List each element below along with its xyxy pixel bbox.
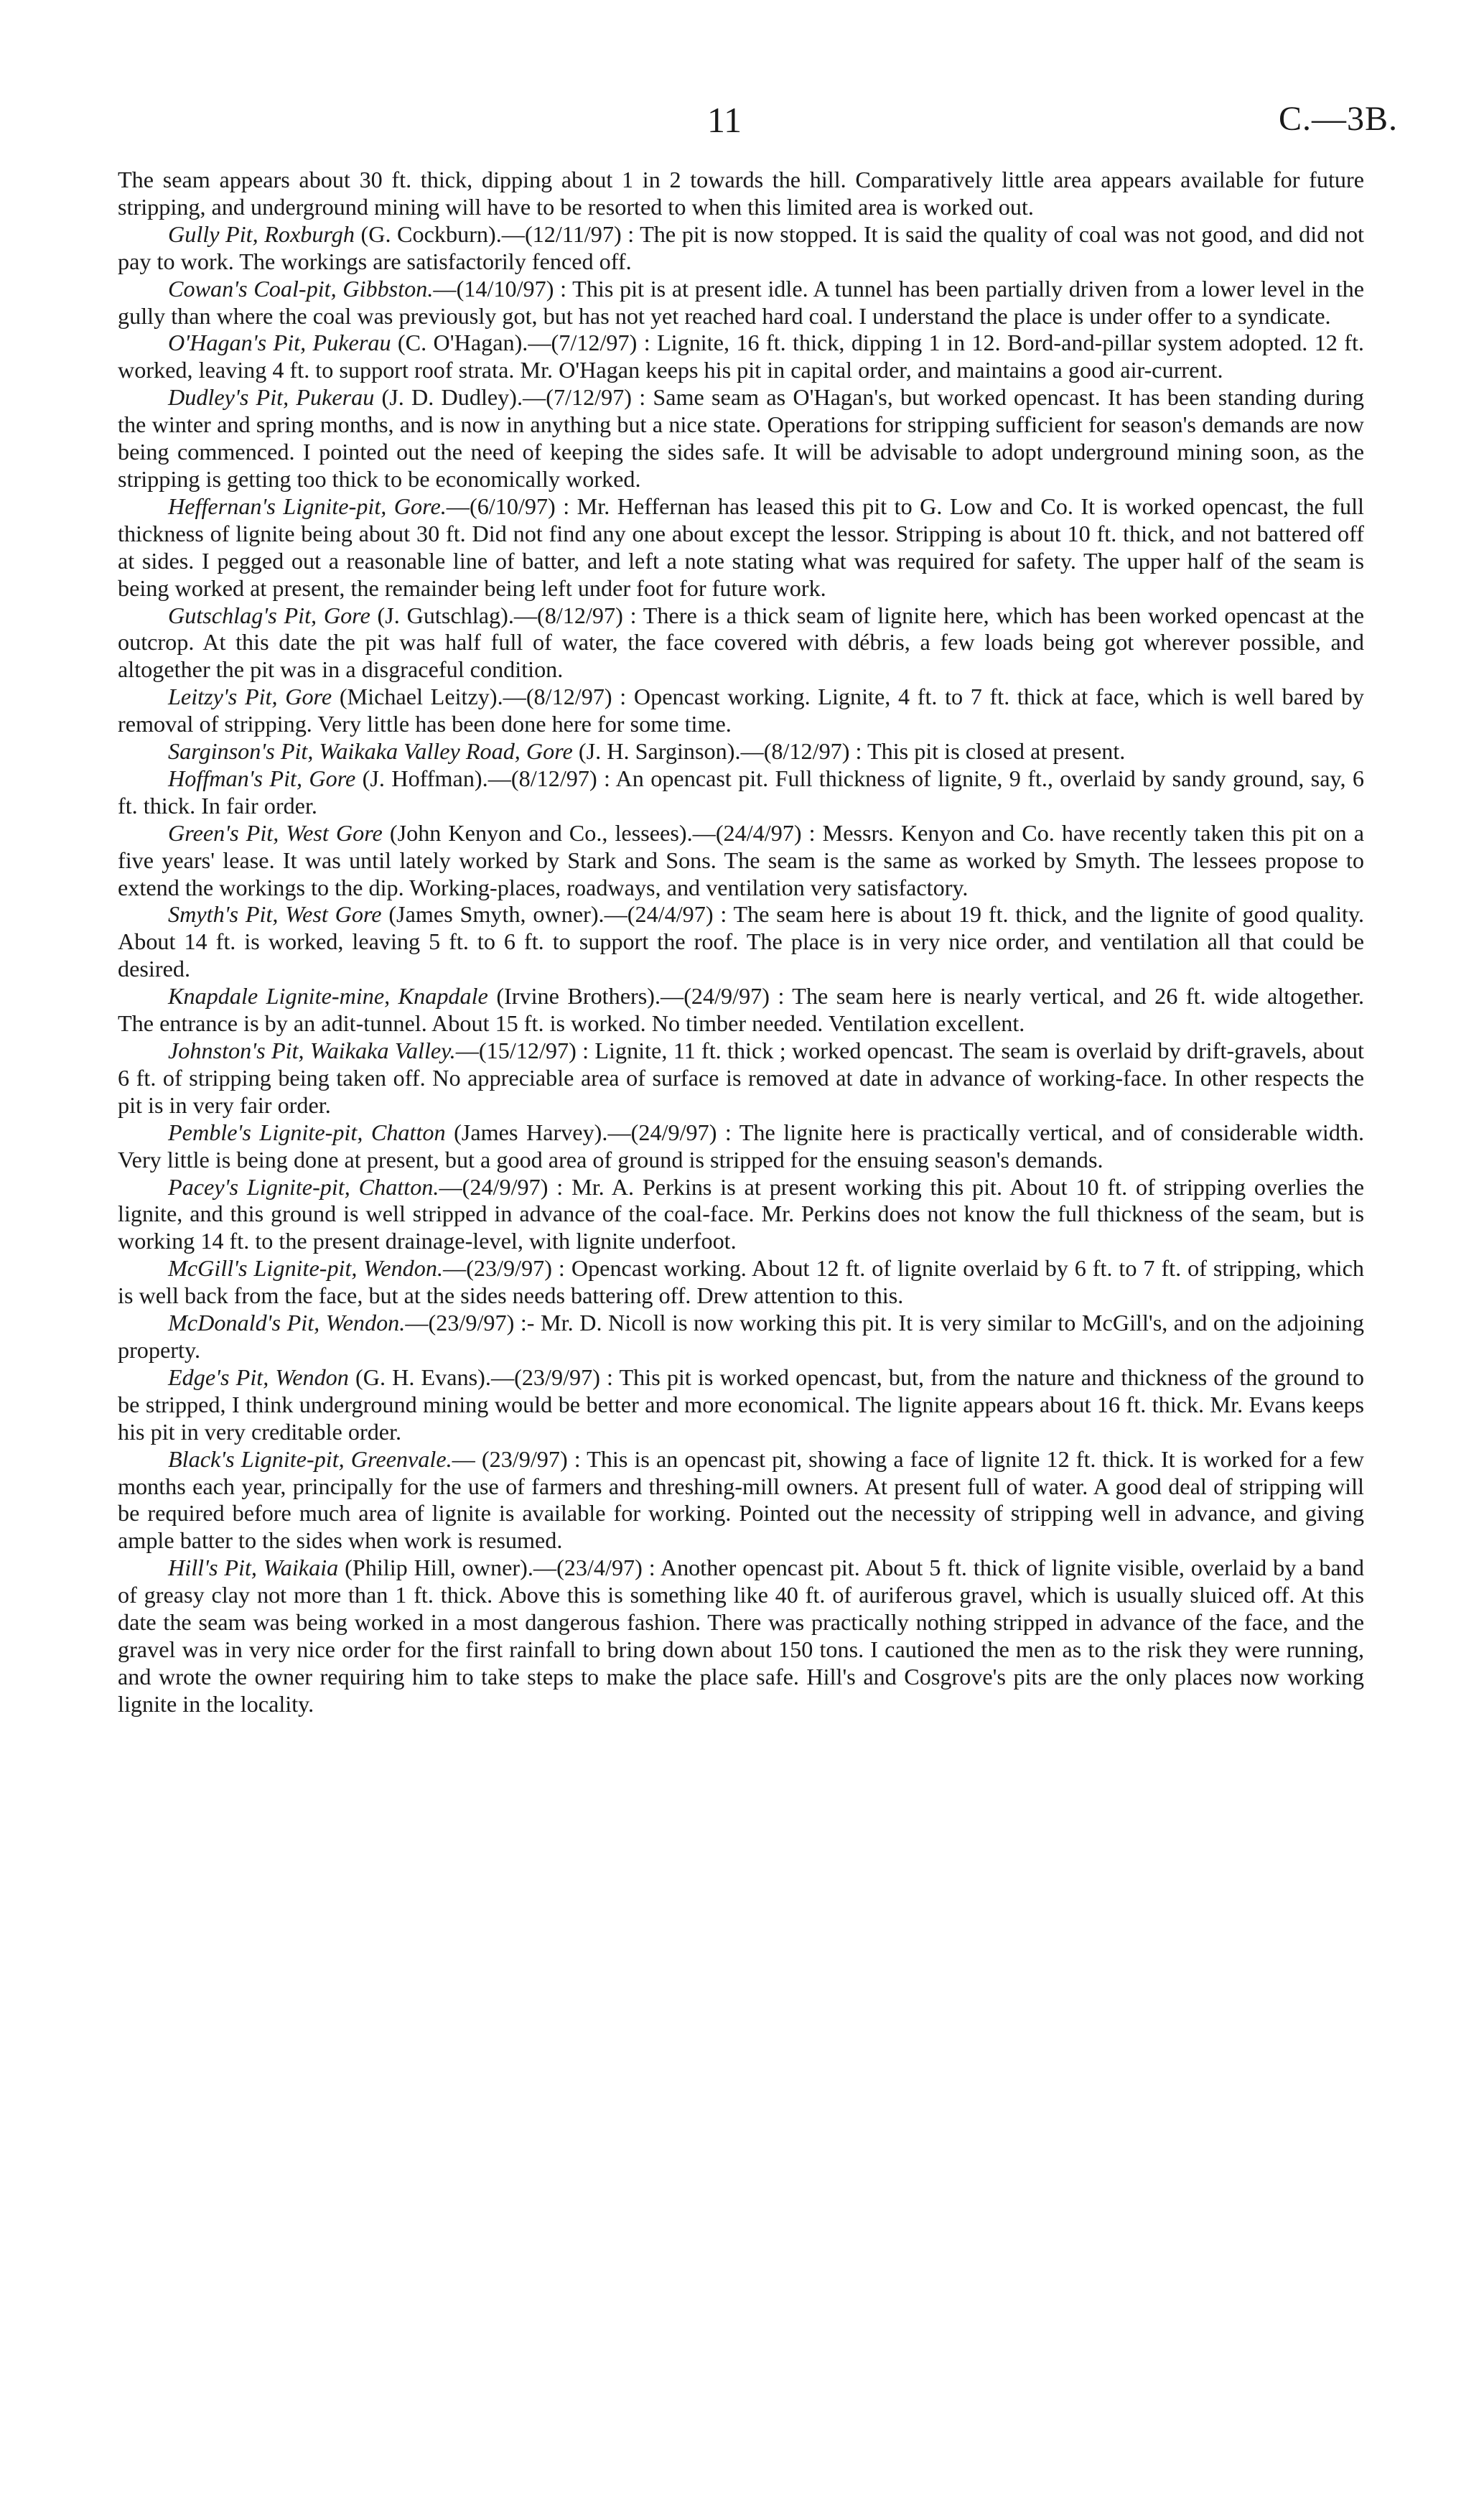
pit-owner: (Irvine Brothers) bbox=[487, 983, 655, 1010]
pit-entry bbox=[118, 330, 1364, 384]
pit-report-text: .—(24/9/97) : The seam here is nearly vertical, and 26 ft. wide altogether. The entrance is by an adit-tunnel. About 15 ft. is worked. No timber needed. Ventilation excellent. bbox=[118, 983, 1365, 1037]
pit-title: Green's Pit, West Gore bbox=[168, 819, 383, 846]
pit-title: Pemble's Lignite-pit, Chatton bbox=[168, 1119, 446, 1145]
pit-owner: (Michael Leitzy) bbox=[332, 684, 498, 710]
pit-entry bbox=[118, 384, 1364, 493]
pit-entry bbox=[118, 901, 1364, 983]
pit-report-text: .—(24/4/97) : The seam here is about 19 ft. thick, and the lignite of good quality. About 14 ft. is worked, leaving 5 ft. to 6 ft. to support the roof. The place is in very nice order, and ventilation all that could be desired. bbox=[118, 901, 1364, 982]
pit-owner: (J. H. Sarginson) bbox=[572, 738, 735, 765]
pit-entry bbox=[118, 738, 1364, 765]
pit-owner: (G. Cockburn) bbox=[354, 220, 496, 247]
pit-report-text: —(6/10/97) : Mr. Heffernan has leased this pit to G. Low and Co. It is worked opencast, the full thickness of lignite being about 30 ft. Did not find any one about except the lessor. Stripping is about 10 ft. thick, and not battered off at sides. I pegged out a reasonable line of batter, and left a note stating what was required for safety. The upper half of the seam is being worked at present, the remainder being left under foot for future work. bbox=[118, 493, 1364, 601]
pit-report-text: .—(8/12/97) : Opencast working. Lignite, 4 ft. to 7 ft. thick at face, which is well bared by removal of stripping. Very little has been done here for some time. bbox=[118, 684, 1364, 737]
pit-title: Dudley's Pit, Pukerau bbox=[168, 384, 375, 411]
page-header bbox=[0, 99, 1484, 142]
pit-owner: (James Smyth, owner) bbox=[381, 901, 599, 928]
pit-title: McDonald's Pit, Wendon. bbox=[168, 1310, 406, 1336]
pit-title: Cowan's Coal-pit, Gibbston. bbox=[168, 275, 434, 302]
pit-entry bbox=[118, 1038, 1364, 1119]
pit-owner: (Philip Hill, owner) bbox=[338, 1555, 528, 1581]
pit-report-text: .—(7/12/97) : Same seam as O'Hagan's, but worked opencast. It has been standing during the winter and spring months, and is now in anything but a nice state. Operations for stripping sufficient for season's demands are now being commenced. I pointed out the need of keeping the sides safe. It will be advisable to adopt underground mining soon, as the stripping is getting too thick to be economically worked. bbox=[118, 384, 1365, 492]
pit-title: Gutschlag's Pit, Gore bbox=[168, 602, 370, 628]
pit-owner: (C. O'Hagan) bbox=[391, 330, 523, 356]
pit-owner: (James Harvey) bbox=[445, 1119, 602, 1145]
pit-owner: (John Kenyon and Co., lessees) bbox=[382, 819, 687, 846]
document-reference: C.—3B. bbox=[1278, 100, 1398, 138]
pit-entry bbox=[118, 684, 1364, 738]
pit-entry bbox=[118, 1364, 1364, 1446]
pit-title: McGill's Lignite-pit, Wendon. bbox=[168, 1255, 443, 1282]
pit-entry bbox=[118, 1446, 1364, 1555]
pit-report-text: .—(23/9/97) : This pit is worked opencast, but, from the nature and thickness of the ground to be stripped, I think underground mining would be better and more economical. The lignite appears about 16 ft. thick. Mr. Evans keeps his pit in very creditable order. bbox=[118, 1364, 1364, 1445]
page-number: 11 bbox=[707, 100, 742, 140]
pit-title: Edge's Pit, Wendon bbox=[168, 1364, 349, 1390]
pit-entry bbox=[118, 1255, 1364, 1310]
pit-report-text: —(24/9/97) : Mr. A. Perkins is at present working this pit. About 10 ft. of stripping overlies the lignite, and this ground is well stripped in advance of the coal-face. Mr. Perkins does not know the full thickness of the seam, but is working 14 ft. to the present drainage-level, with lignite underfoot. bbox=[118, 1173, 1364, 1254]
pit-report-text: .—(23/4/97) : Another opencast pit. About 5 ft. thick of lignite visible, overlaid by a band of greasy clay not more than 1 ft. thick. Above this is something like 40 ft. of auriferous gravel, which is usually sluiced off. At this date the seam was being worked in a most dangerous fashion. There was practically nothing stripped in advance of the face, and the gravel was in very nice order for the first rainfall to bring down about 150 tons. I cautioned the men as to the risk they were running, and wrote the owner requiring him to take steps to make the place safe. Hill's and Cosgrove's pits are the only places now working lignite in the locality. bbox=[118, 1555, 1365, 1717]
pit-title: Hoffman's Pit, Gore bbox=[168, 765, 356, 791]
pit-title: Knapdale Lignite-mine, Knapdale bbox=[168, 983, 488, 1010]
report-body bbox=[118, 167, 1364, 1718]
pit-entry bbox=[118, 221, 1364, 276]
pit-owner: (J. Gutschlag) bbox=[370, 602, 508, 628]
pit-report-text: .—(24/9/97) : The lignite here is practically vertical, and of considerable width. Very little is being done at present, but a good area of ground is stripped for the ensuing season's demands. bbox=[118, 1119, 1365, 1173]
pit-title: Pacey's Lignite-pit, Chatton. bbox=[168, 1173, 439, 1200]
pit-entry bbox=[118, 276, 1364, 330]
pit-title: Heffernan's Lignite-pit, Gore. bbox=[168, 493, 447, 519]
pit-report-text: —(23/9/97) : Opencast working. About 12 ft. of lignite overlaid by 6 ft. to 7 ft. of stripping, which is well back from the face, but at the sides needs battering off. Drew attention to this. bbox=[118, 1255, 1364, 1309]
pit-entry bbox=[118, 1174, 1364, 1256]
pit-title: Sarginson's Pit, Waikaka Valley Road, Gore bbox=[168, 738, 573, 765]
pit-owner: (J. Hoffman) bbox=[355, 765, 482, 791]
pit-report-text: .—(8/12/97) : An opencast pit. Full thickness of lignite, 9 ft., overlaid by sandy ground, say, 6 ft. thick. In fair order. bbox=[118, 765, 1364, 819]
pit-report-text: —(15/12/97) : Lignite, 11 ft. thick ; worked opencast. The seam is overlaid by drift-gravels, about 6 ft. of stripping being taken off. No appreciable area of surface is removed at date in advance of working-face. In other respects the pit is in very fair order. bbox=[118, 1038, 1364, 1118]
pit-report-text: .—(12/11/97) : The pit is now stopped. It is said the quality of coal was not good, and did not pay to work. The workings are satisfactorily fenced off. bbox=[118, 220, 1364, 274]
pit-entry bbox=[118, 602, 1364, 684]
pit-entry bbox=[118, 983, 1364, 1038]
pit-entry bbox=[118, 1119, 1364, 1174]
pit-entry bbox=[118, 1310, 1364, 1364]
pit-owner: (G. H. Evans) bbox=[348, 1364, 485, 1390]
pit-title: Gully Pit, Roxburgh bbox=[168, 220, 355, 247]
pit-report-text: .—(24/4/97) : Messrs. Kenyon and Co. have recently taken this pit on a five years' lease. It was until lately worked by Stark and Sons. The seam is the same as worked by Smyth. The lessees propose to extend the workings to the dip. Working-places, roadways, and ventilation very satisfactory. bbox=[118, 819, 1364, 900]
pit-report-text: —(14/10/97) : This pit is at present idle. A tunnel has been partially driven from a lower level in the gully than where the coal was previously got, but has not yet reached hard coal. I understand the place is under offer to a syndicate. bbox=[118, 275, 1364, 329]
pit-owner: (J. D. Dudley) bbox=[374, 384, 517, 411]
pit-entry bbox=[118, 765, 1364, 820]
pit-report-text: —(23/9/97) :- Mr. D. Nicoll is now working this pit. It is very similar to McGill's, and on the adjoining property. bbox=[118, 1310, 1365, 1363]
pit-entry bbox=[118, 1555, 1364, 1718]
pit-report-text: — (23/9/97) : This is an opencast pit, showing a face of lignite 12 ft. thick. It is worked for a few months each year, principally for the use of farmers and threshing-mill owners. At present full of water. A good deal of stripping will be required before much area of lignite is available for working. Pointed out the necessity of stripping well in advance, and giving ample batter to the sides when work is resumed. bbox=[118, 1445, 1365, 1554]
pit-title: Smyth's Pit, West Gore bbox=[168, 901, 382, 928]
pit-title: O'Hagan's Pit, Pukerau bbox=[168, 330, 391, 356]
pit-report-text: .—(7/12/97) : Lignite, 16 ft. thick, dipping 1 in 12. Bord-and-pillar system adopted. 12 ft. worked, leaving 4 ft. to support roof strata. Mr. O'Hagan keeps his pit in capital order, and maintains a good air-current. bbox=[118, 330, 1364, 383]
pit-report-text: .—(8/12/97) : This pit is closed at present. bbox=[734, 738, 1126, 765]
pit-entry bbox=[118, 820, 1364, 902]
pit-title: Leitzy's Pit, Gore bbox=[168, 684, 332, 710]
pit-title: Black's Lignite-pit, Greenvale. bbox=[168, 1445, 452, 1472]
pit-title: Hill's Pit, Waikaia bbox=[168, 1555, 339, 1581]
pit-title: Johnston's Pit, Waikaka Valley. bbox=[168, 1038, 456, 1063]
pit-entry bbox=[118, 493, 1364, 602]
intro-paragraph: The seam appears about 30 ft. thick, dipping about 1 in 2 towards the hill. Comparatively little area appears available for future stripping, and underground mining will have to be resorted to when this limited area is worked out. bbox=[118, 167, 1364, 220]
pit-entries-list bbox=[118, 221, 1364, 1718]
pit-report-text: .—(8/12/97) : There is a thick seam of lignite here, which has been worked opencast at the outcrop. At this date the pit was half full of water, the face covered with débris, a few loads being got wherever possible, and altogether the pit was in a disgraceful condition. bbox=[118, 602, 1364, 683]
